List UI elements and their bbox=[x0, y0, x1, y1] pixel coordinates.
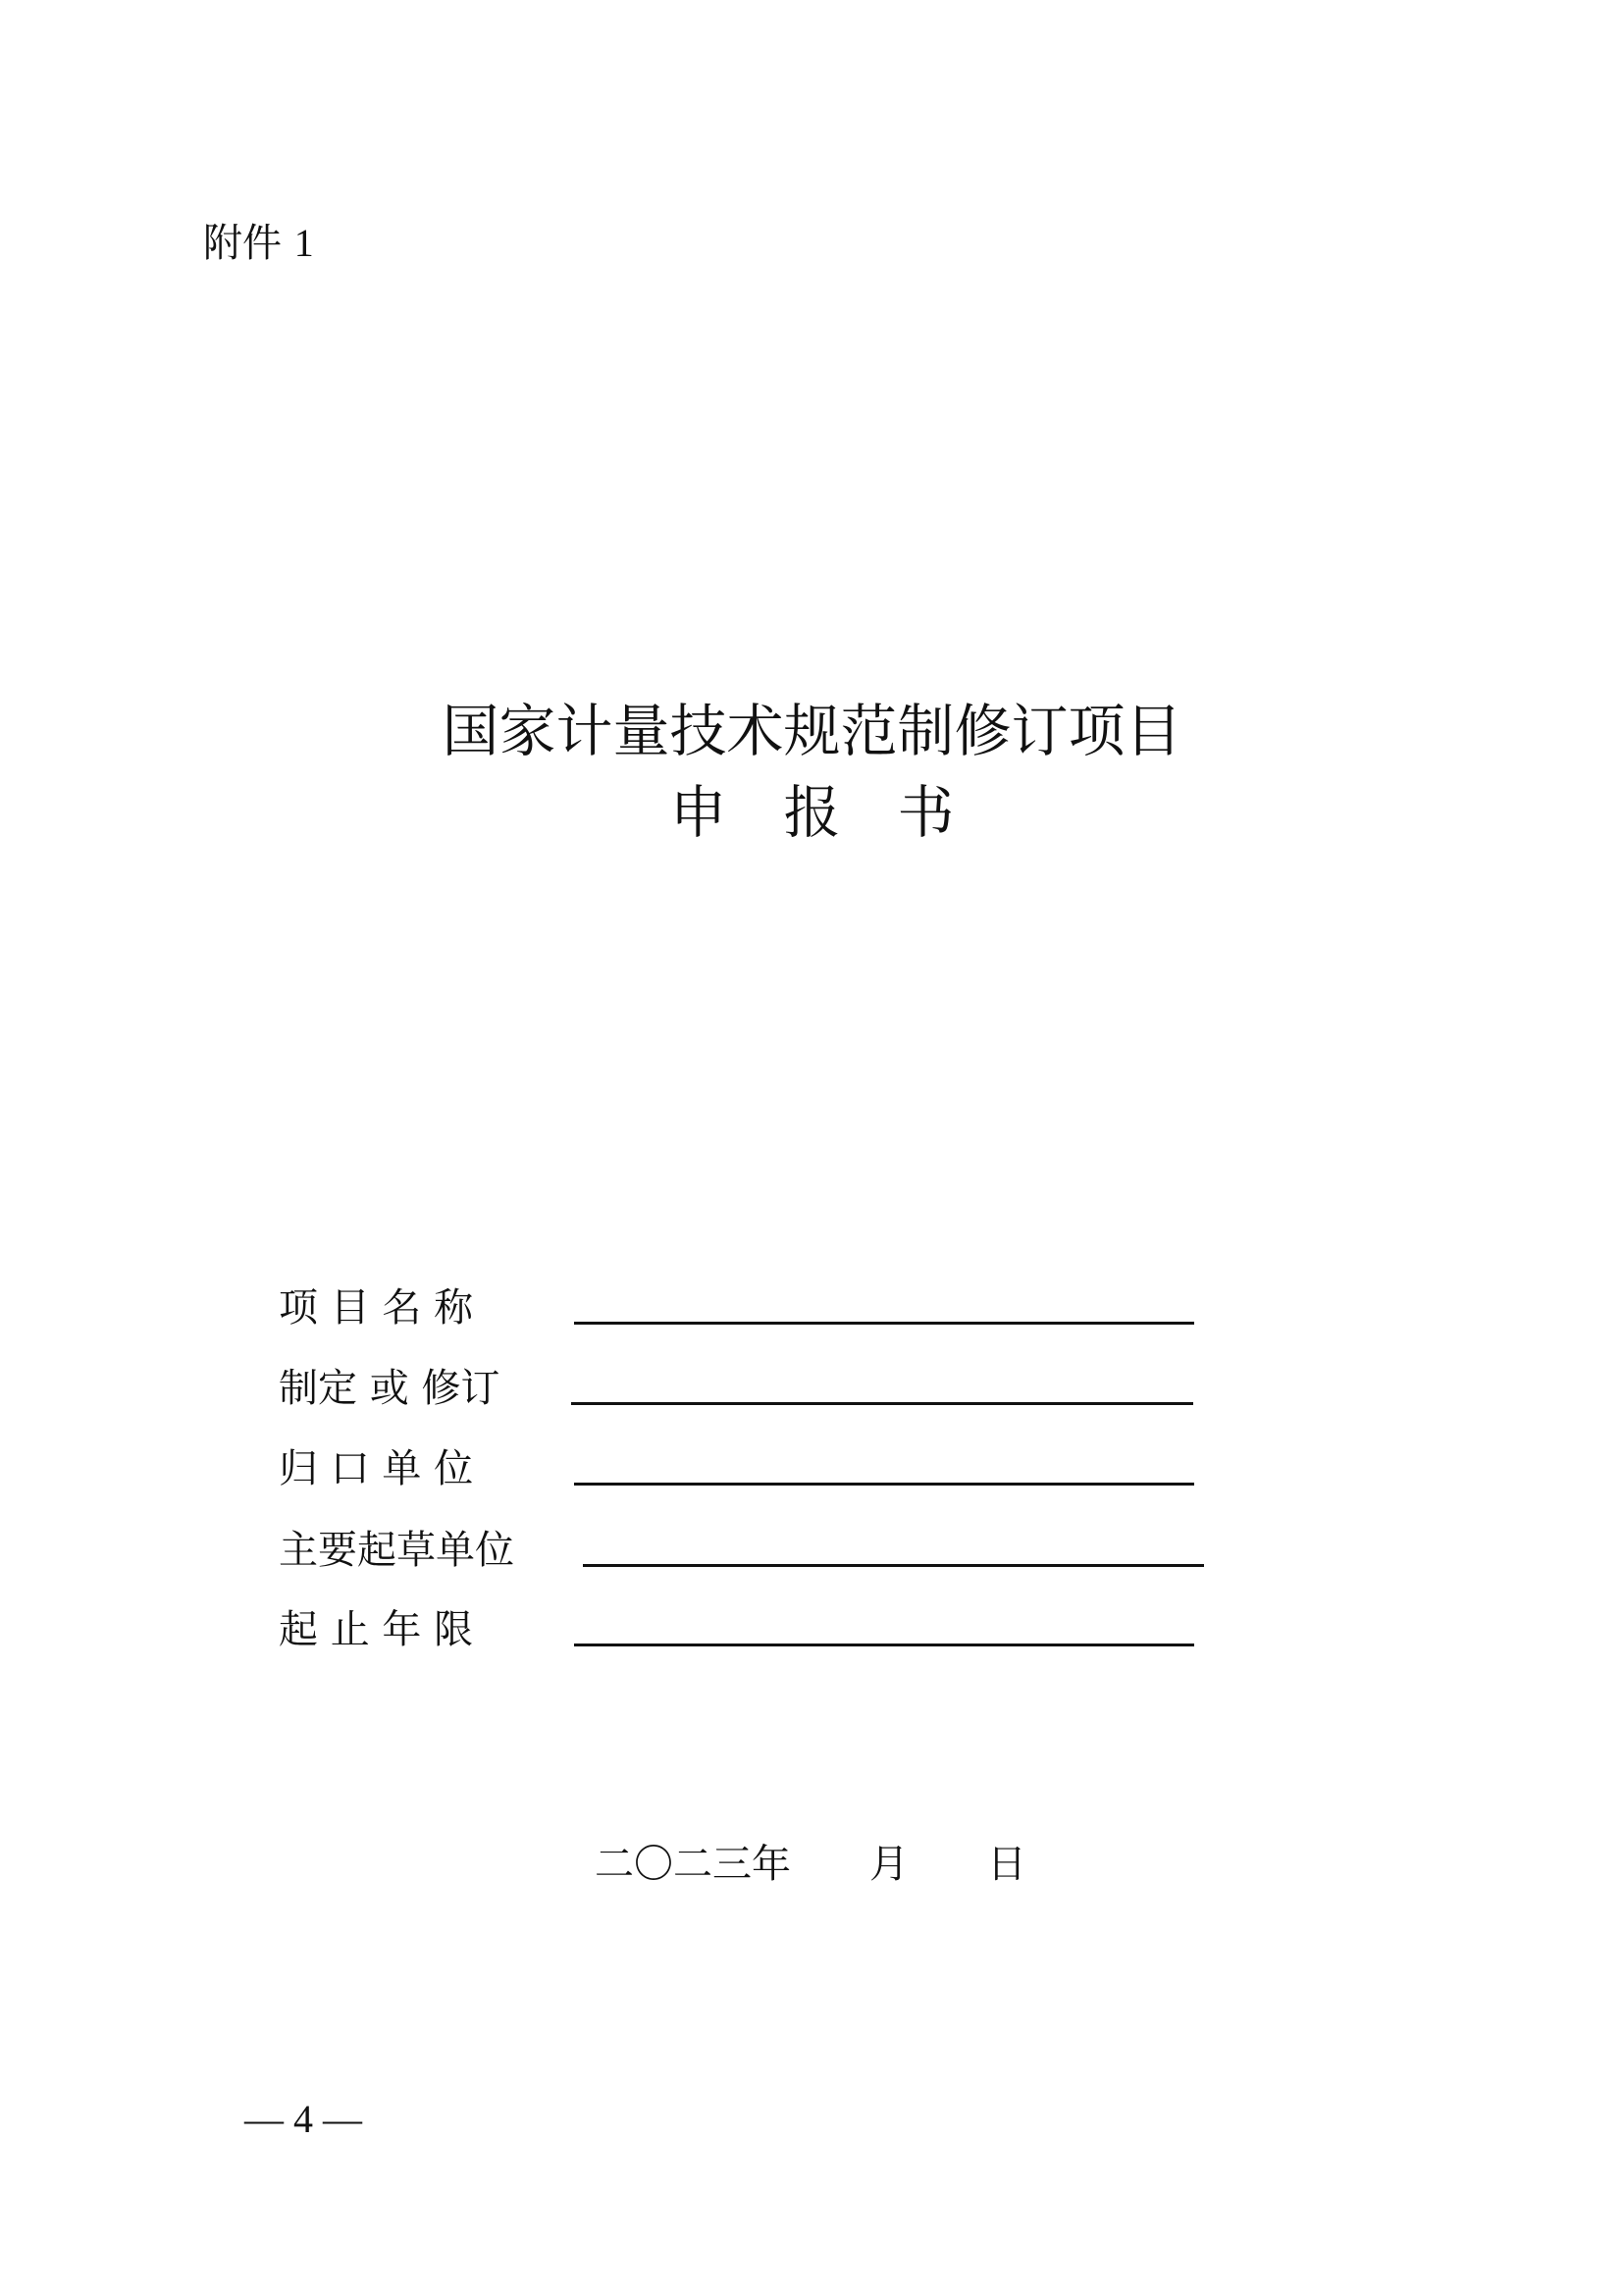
page-number: — 4 — bbox=[244, 2097, 362, 2141]
field-input-main-drafting-unit[interactable] bbox=[583, 1564, 1204, 1567]
field-label-establish-or-revise: 制定 或 修订 bbox=[279, 1366, 500, 1411]
field-input-responsible-unit[interactable] bbox=[574, 1483, 1194, 1486]
field-input-start-end-years[interactable] bbox=[574, 1644, 1194, 1646]
document-title: 国家计量技术规范制修订项目 bbox=[442, 698, 1182, 764]
document-subtitle: 申 报 书 bbox=[669, 779, 955, 846]
field-label-main-drafting-unit: 主要起草单位 bbox=[279, 1528, 514, 1573]
field-input-project-name[interactable] bbox=[574, 1322, 1194, 1325]
field-label-project-name: 项 目 名 称 bbox=[279, 1285, 474, 1331]
attachment-label bbox=[203, 214, 314, 273]
attachment-label-text: 附件 bbox=[203, 221, 282, 266]
date-line: 二〇二三年 月 日 bbox=[595, 1842, 1026, 1887]
field-input-establish-or-revise[interactable] bbox=[571, 1402, 1193, 1405]
field-label-responsible-unit: 归 口 单 位 bbox=[279, 1446, 474, 1491]
field-label-start-end-years: 起 止 年 限 bbox=[279, 1607, 474, 1652]
attachment-number: 1 bbox=[293, 221, 314, 265]
